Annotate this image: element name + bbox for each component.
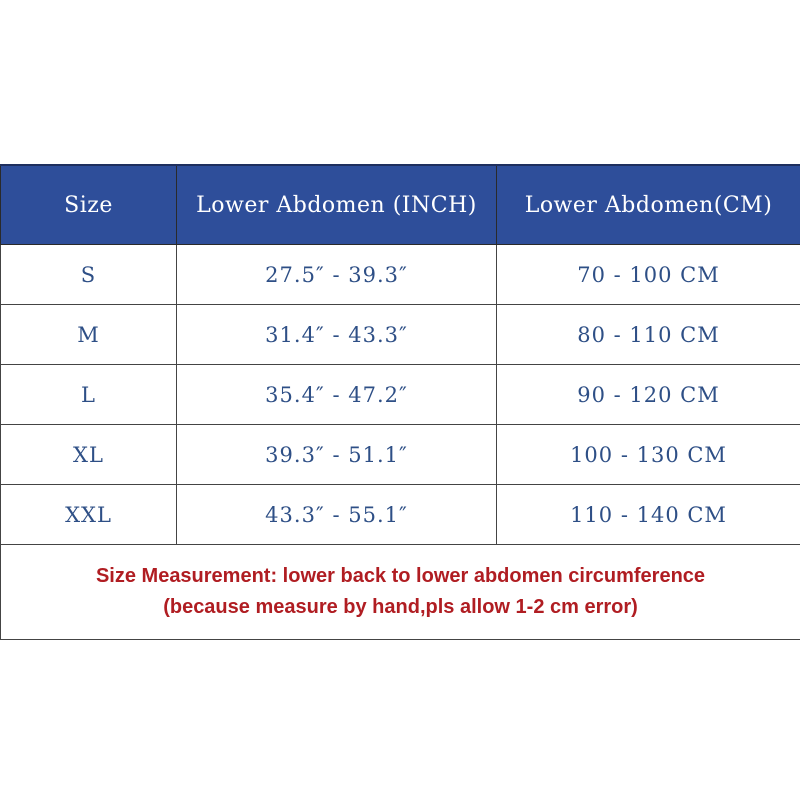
size-cell: L: [1, 365, 177, 425]
size-cell: XXL: [1, 485, 177, 545]
inch-cell: 31.4″ - 43.3″: [177, 305, 497, 365]
header-size: Size: [1, 165, 177, 245]
table-row: [1, 425, 800, 485]
cm-cell: 110 - 140 CM: [497, 485, 800, 545]
measurement-note: [1, 545, 800, 640]
table-row: [1, 305, 800, 365]
table-row: [1, 365, 800, 425]
header-lower-abdomen-cm: Lower Abdomen(CM): [497, 165, 800, 245]
cm-cell: 80 - 110 CM: [497, 305, 800, 365]
inch-cell: 43.3″ - 55.1″: [177, 485, 497, 545]
note-row: [1, 545, 800, 640]
table-row: [1, 485, 800, 545]
inch-cell: 39.3″ - 51.1″: [177, 425, 497, 485]
table-header-row: [1, 165, 800, 245]
cm-cell: 70 - 100 CM: [497, 245, 800, 305]
size-cell: S: [1, 245, 177, 305]
header-lower-abdomen-inch: Lower Abdomen (INCH): [177, 165, 497, 245]
cm-cell: 100 - 130 CM: [497, 425, 800, 485]
size-cell: XL: [1, 425, 177, 485]
size-cell: M: [1, 305, 177, 365]
size-table: [0, 164, 800, 640]
cm-cell: 90 - 120 CM: [497, 365, 800, 425]
note-line-2: (because measure by hand,pls allow 1-2 cm error): [163, 596, 638, 618]
inch-cell: 35.4″ - 47.2″: [177, 365, 497, 425]
note-line-1: Size Measurement: lower back to lower abdomen circumference: [95, 565, 706, 587]
table-row: [1, 245, 800, 305]
inch-cell: 27.5″ - 39.3″: [177, 245, 497, 305]
